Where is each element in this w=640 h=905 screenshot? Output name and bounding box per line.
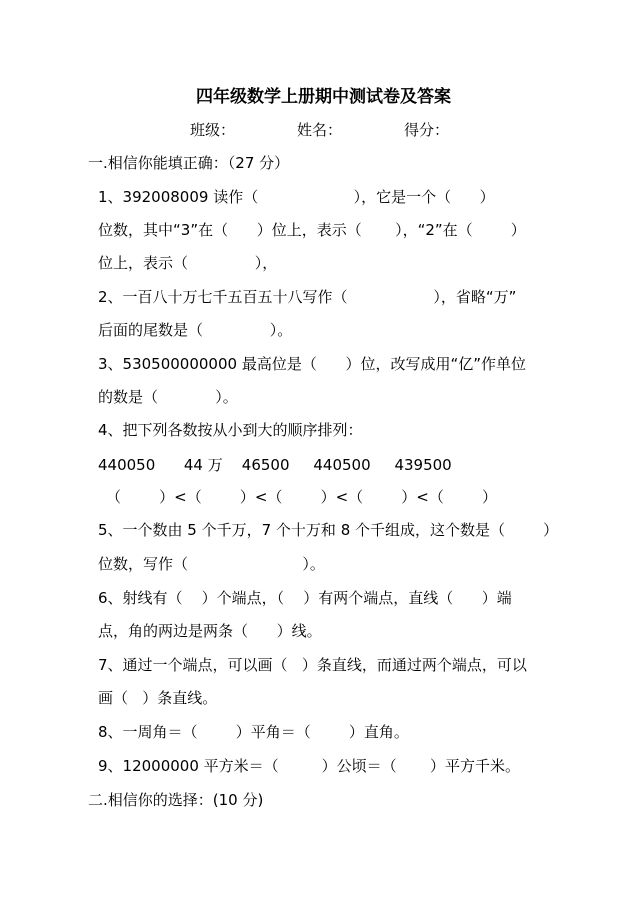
ordering-blanks: （ ）<（ ）<（ ）<（ ）<（ ） xyxy=(106,488,497,506)
question-line: 1、392008009 读作（ ），它是一个（ ） xyxy=(98,188,495,206)
question-line: 位数，写作（ ）。 xyxy=(98,555,325,573)
question-line: 7、通过一个端点，可以画（ ）条直线，而通过两个端点，可以 xyxy=(98,656,527,674)
question-line: 6、射线有（ ）个端点，（ ）有两个端点，直线（ ）端 xyxy=(98,589,512,607)
section-1-heading: 一.相信你能填正确：（27 分） xyxy=(88,154,290,172)
question-line: 的数是（ ）。 xyxy=(98,388,238,406)
number-list: 440050 44 万 46500 440500 439500 xyxy=(98,456,452,474)
question-line: 8、一周角＝（ ）平角＝（ ）直角。 xyxy=(98,723,409,741)
question-line: 位数，其中“3”在（ ）位上，表示（ ），“2”在（ ） xyxy=(98,221,526,239)
student-info-line: 班级： 姓名： 得分： xyxy=(190,121,449,139)
question-line: 2、一百八十万七千五百五十八写作（ ），省略“万” xyxy=(98,288,517,306)
page-title: 四年级数学上册期中测试卷及答案 xyxy=(196,87,451,107)
question-line: 3、530500000000 最高位是（ ）位，改写成用“亿”作单位 xyxy=(98,355,526,373)
question-line: 5、一个数由 5 个千万，7 个十万和 8 个千组成，这个数是（ ） xyxy=(98,521,559,539)
question-line: 位上，表示（ ）， xyxy=(98,254,278,272)
question-line: 4、把下列各数按从小到大的顺序排列： xyxy=(98,421,363,439)
question-line: 后面的尾数是（ ）。 xyxy=(98,321,293,339)
question-line: 点，角的两边是两条（ ）线。 xyxy=(98,622,322,640)
question-line: 画（ ）条直线。 xyxy=(98,689,218,707)
section-2-heading: 二.相信你的选择：(10 分) xyxy=(88,791,264,809)
question-line: 9、12000000 平方米＝（ ）公顷＝（ ）平方千米。 xyxy=(98,757,520,775)
